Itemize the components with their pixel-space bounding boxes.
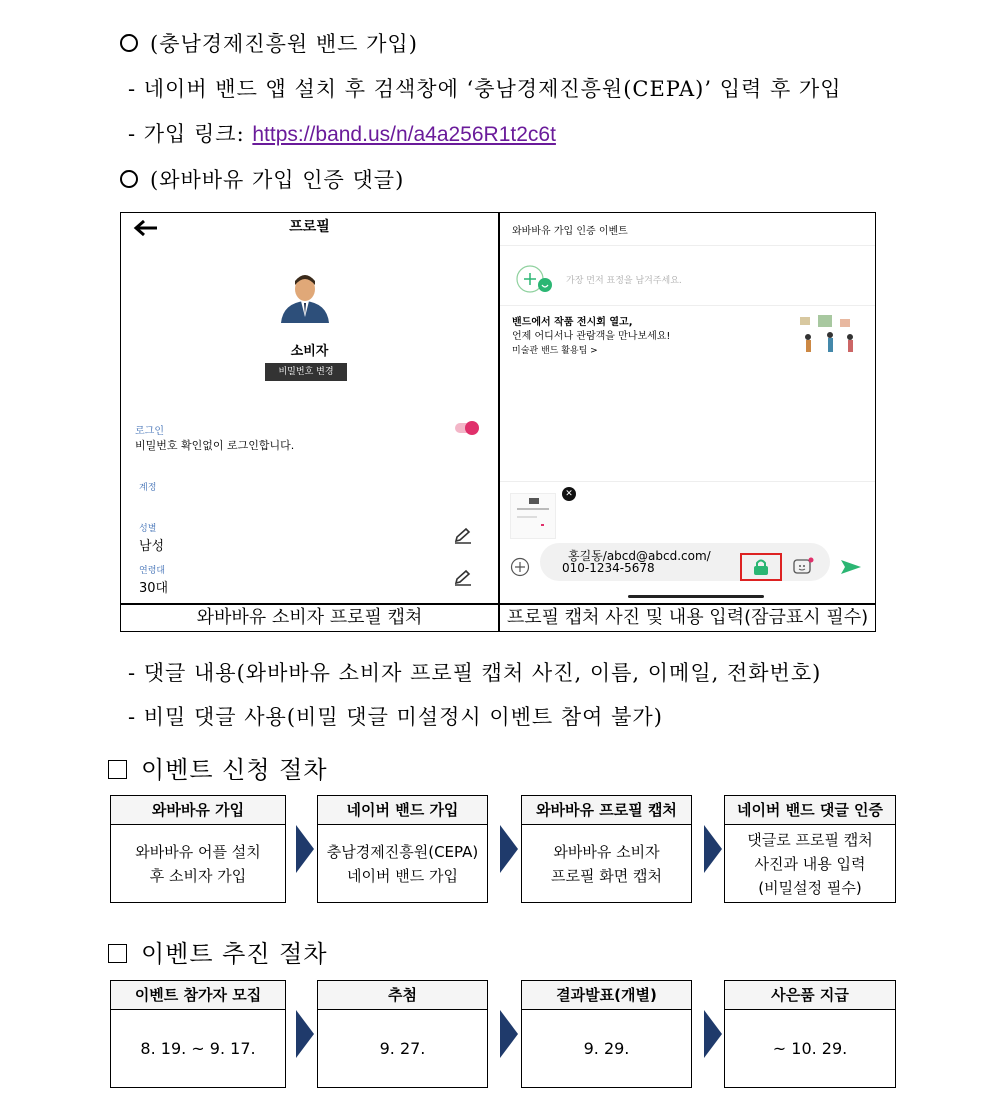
arrow-right-icon — [500, 825, 518, 873]
lock-icon[interactable] — [752, 557, 770, 577]
add-emotion-icon[interactable] — [512, 265, 556, 293]
step-header: 네이버 밴드 댓글 인증 — [725, 796, 895, 825]
user-name: 소비자 — [290, 344, 329, 359]
arrow-right-icon — [296, 1010, 314, 1058]
sticker-icon[interactable] — [792, 557, 814, 575]
step-text: (비밀설정 필수) — [758, 879, 862, 897]
screenshot-table — [120, 212, 876, 632]
arrow-right-icon — [704, 1010, 722, 1058]
band-install-line: - 네이버 밴드 앱 설치 후 검색창에 ‘충남경제진흥원(CEPA)’ 입력 후 가입 — [128, 77, 842, 101]
age-label: 연령대 — [139, 566, 166, 576]
login-label: 로그인 — [135, 426, 164, 437]
band-comment-screen — [500, 213, 875, 603]
apply-section-heading: 이벤트 신청 절차 — [108, 750, 328, 785]
square-bullet-icon — [108, 944, 127, 963]
comment-text-line2: 010-1234-5678 — [562, 561, 655, 575]
promo-title: 밴드에서 작품 전시회 열고, — [512, 317, 633, 328]
step-header: 사은품 지급 — [725, 981, 895, 1010]
step-header: 네이버 밴드 가입 — [318, 796, 487, 825]
apply-step-4 — [724, 795, 896, 903]
attached-image-thumbnail — [510, 493, 556, 539]
age-value: 30대 — [139, 581, 169, 596]
change-password-button[interactable]: 비밀번호 변경 — [265, 363, 347, 381]
comment-input[interactable] — [540, 543, 830, 581]
login-toggle[interactable] — [455, 423, 477, 433]
add-attachment-icon[interactable] — [510, 557, 530, 577]
step-text: ~ 10. 29. — [772, 1039, 848, 1058]
step-text: 사진과 내용 입력 — [754, 855, 866, 873]
edit-icon[interactable] — [453, 569, 473, 587]
step-header: 와바바유 가입 — [111, 796, 285, 825]
step-header: 이벤트 참가자 모집 — [111, 981, 285, 1010]
square-bullet-icon — [108, 760, 127, 779]
join-link[interactable]: https://band.us/n/a4a256R1t2c6t — [252, 123, 556, 146]
join-link-line: - 가입 링크: https://band.us/n/a4a256R1t2c6t — [128, 122, 556, 146]
post-title: 와바바유 가입 인증 이벤트 — [512, 226, 628, 237]
circle-bullet-icon — [120, 34, 138, 52]
step-text: 댓글로 프로필 캡처 — [747, 831, 873, 849]
gender-value: 남성 — [139, 539, 165, 554]
step-header: 결과발표(개별) — [522, 981, 691, 1010]
apply-step-1 — [110, 795, 286, 903]
profile-title: 프로필 — [289, 219, 330, 235]
emotion-prompt: 가장 먼저 표정을 남겨주세요. — [566, 276, 682, 286]
progress-step-4 — [724, 980, 896, 1088]
progress-step-1 — [110, 980, 286, 1088]
step-text: 와바바유 어플 설치 — [135, 843, 261, 861]
step-header: 와바바유 프로필 캡처 — [522, 796, 691, 825]
left-caption: 와바바유 소비자 프로필 캡쳐 — [196, 607, 423, 628]
avatar — [277, 273, 333, 323]
apply-step-3 — [521, 795, 692, 903]
arrow-right-icon — [704, 825, 722, 873]
step-text: 네이버 밴드 가입 — [347, 867, 458, 885]
arrow-right-icon — [500, 1010, 518, 1058]
step-text: 와바바유 소비자 — [553, 843, 660, 861]
login-description: 비밀번호 확인없이 로그인합니다. — [135, 439, 295, 452]
step-text: 8. 19. ~ 9. 17. — [140, 1039, 256, 1058]
gender-label: 성별 — [139, 524, 157, 534]
step-text: 9. 27. — [379, 1039, 426, 1058]
promo-link[interactable]: 미술관 밴드 활용팁 > — [512, 346, 598, 356]
right-caption: 프로필 캡처 사진 및 내용 입력(잠금표시 필수) — [506, 607, 869, 628]
progress-section-heading: 이벤트 추진 절차 — [108, 934, 328, 969]
comment-heading: (와바바유 가입 인증 댓글) — [120, 164, 404, 194]
comment-text-line1: 홍길동/abcd@abcd.com/ — [568, 549, 711, 563]
gallery-illustration — [796, 311, 864, 355]
home-indicator — [628, 595, 764, 598]
secret-comment-note: - 비밀 댓글 사용(비밀 댓글 미설정시 이벤트 참여 불가) — [128, 705, 663, 729]
step-text: 9. 29. — [583, 1039, 630, 1058]
progress-step-2 — [317, 980, 488, 1088]
apply-step-2 — [317, 795, 488, 903]
remove-attachment-icon[interactable]: ✕ — [562, 487, 576, 501]
step-text: 후 소비자 가입 — [149, 867, 247, 885]
step-text: 프로필 화면 캡처 — [551, 867, 662, 885]
step-text: 충남경제진흥원(CEPA) — [326, 843, 479, 861]
profile-screen — [121, 213, 498, 603]
account-label: 계정 — [139, 483, 157, 493]
arrow-right-icon — [296, 825, 314, 873]
band-join-heading: (충남경제진흥원 밴드 가입) — [120, 28, 418, 58]
step-header: 추첨 — [318, 981, 487, 1010]
promo-subtitle: 언제 어디서나 관람객을 만나보세요! — [512, 331, 671, 342]
comment-content-note: - 댓글 내용(와바바유 소비자 프로필 캡처 사진, 이름, 이메일, 전화번호) — [128, 661, 822, 685]
edit-icon[interactable] — [453, 527, 473, 545]
progress-step-3 — [521, 980, 692, 1088]
send-icon[interactable] — [840, 559, 862, 575]
circle-bullet-icon — [120, 170, 138, 188]
